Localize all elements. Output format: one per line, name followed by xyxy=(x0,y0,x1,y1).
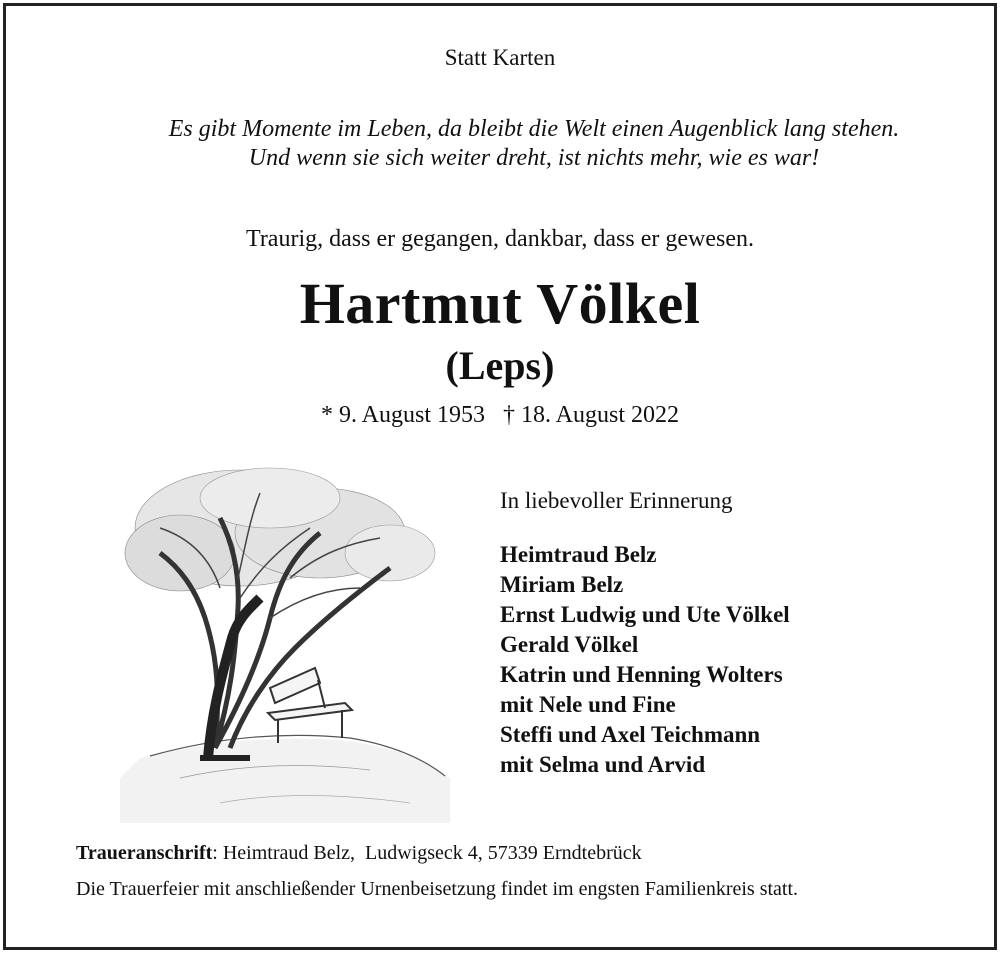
motto-line-1: Es gibt Momente im Leben, da bleibt die Welt einen Augenblick lang stehen. xyxy=(168,116,900,142)
mourner-item: Gerald Völkel xyxy=(500,632,639,657)
deceased-name: Hartmut Völkel xyxy=(299,271,701,336)
funeral-address xyxy=(76,842,642,865)
motto-line-2: Und wenn sie sich weiter dreht, ist nichts mehr, wie es war! xyxy=(248,145,820,171)
ceremony-note: Die Trauerfeier mit anschließender Urnenbeisetzung findet im engsten Familienkreis statt. xyxy=(76,878,799,900)
mourner-item: Katrin und Henning Wolters xyxy=(500,662,783,687)
mourner-item: Miriam Belz xyxy=(500,572,624,597)
mourner-item: Steffi und Axel Teichmann xyxy=(500,722,761,747)
tree-with-bench-illustration xyxy=(120,458,450,823)
mourner-item: Heimtraud Belz xyxy=(500,542,657,567)
address-text: : Heimtraud Belz, Ludwigseck 4, 57339 Erndtebrück xyxy=(212,842,642,864)
remembrance-label: In liebevoller Erinnerung xyxy=(500,488,733,513)
address-label: Traueranschrift xyxy=(76,842,213,864)
mourner-item: mit Selma und Arvid xyxy=(500,752,706,777)
mourner-item: mit Nele und Fine xyxy=(500,692,676,717)
notice-header: Statt Karten xyxy=(444,45,556,70)
life-dates: * 9. August 1953 † 18. August 2022 xyxy=(320,402,680,428)
intro-text: Traurig, dass er gegangen, dankbar, dass er gewesen. xyxy=(246,226,754,252)
mourner-item: Ernst Ludwig und Ute Völkel xyxy=(500,602,790,627)
deceased-nickname: (Leps) xyxy=(445,343,555,388)
mourners-list xyxy=(500,540,790,780)
